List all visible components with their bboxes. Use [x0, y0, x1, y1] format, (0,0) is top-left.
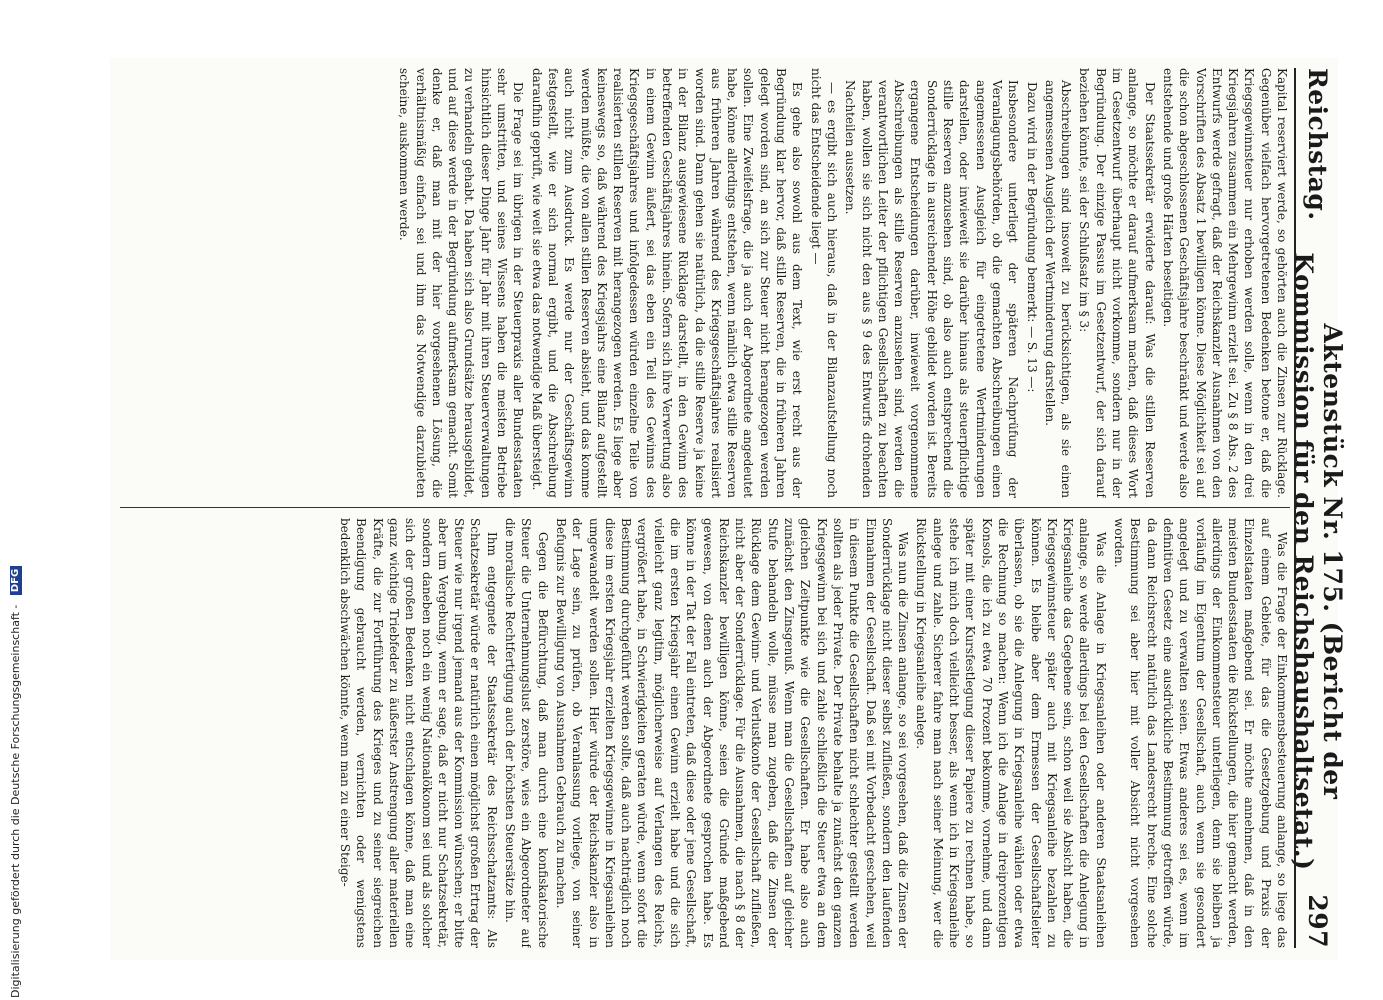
paragraph: Was die Anlage in Kriegsanleihen oder anderen Staatsanleihen anlange, so werde allerdings bei den Gesellschaften die Anlegung in Kriegsanleihe das Gegebene sein, schon weil sie Absicht haben, die Kriegsgewinnsteuer später auch mit Kriegsanleihe bezahlen zu können. Es bleibe aber dem Ermessen der Gesellschaftsleiter überlassen, ob sie die Anlegung in Kriegsanleihe wählen oder etwa die Rechnung so machen: Wenn ich die Anlage in dreiprozentigen Konsols, die ich zu etwa 70 Prozent bekomme, vornehme, und dann später mit einer Kursfestlegung dieser Papiere zu rechnen habe, so stehe ich mich doch vielleicht besser, als wenn ich in Kriegsanleihe anlege und zahle. Sicherer fahre man nach seiner Meinung, wer die Rückstellung in Kriegsanleihe anlege. [914, 518, 1108, 948]
quoted-paragraph: Abschreibungen sind insoweit zu berücksichtigen, als sie einen angemessenen Ausgleich der Wertminderung darstellen. [1042, 80, 1074, 498]
quoted-paragraph: Insbesondere unterliegt der späteren Nachprüfung der Veranlagungsbehörden, ob die gemachten Abschreibungen einen angemessenen Ausgleich für eingetretene Wertminderungen darstellen, oder inwieweit sie darüber hinaus als steuerpflichtige stille Reserven anzusehen sind, ob also auch entsprechend die Sonderrücklage in ausreichender Höhe gebildet worden ist. Bereits ergangene Entscheidungen darüber, inwieweit vorgenommene Abschreibungen als stille Reserven anzusehen sind, werden die verantwortlichen Leiter der pflichtigen Gesellschaften zu beachten haben, wollen sie sich nicht den aus § 9 des Entwurfs drohenden Nachteilen aussetzen. [843, 80, 1021, 498]
scanned-page [110, 58, 1347, 960]
footer-strip [0, 0, 20, 1000]
text-column-right [120, 518, 1290, 948]
header-title: Aktenstück Nr. 175. (Bericht der Kommission für den Reichshaushaltsetat.) [1289, 252, 1347, 871]
paragraph: Es gehe also sowohl aus dem Text, wie erst recht aus der Begründung klar hervor, daß stille Reserven, die in früheren Jahren gelegt worden sind, an sich zur Steuer nicht herangezogen werden sollen. Eine Zweifelsfrage, die ja auch der Abgeordnete angedeutet habe, könne allerdings entstehen, wenn nämlich etwa stille Reserven aus früheren Jahren während des Kriegsgeschäftsjahres realisiert worden sind. Dann gehen sie natürlich, da die stille Reserve ja keine in der Bilanz ausgewiesene Rücklage darstellt, in den Gewinn des betreffenden Geschäftsjahres hinein. Sofern sich ihre Verwertung also in einem Gewinn äußert, sei das eben ein Teil des Gewinns des Kriegsgeschäftsjahres und infolgedessen würden einzelne Teile von realisierten stillen Reserven mit herangezogen werden. Es liege aber keineswegs so, daß während des Kriegsjahrs eine Bilanz aufgestellt werden müßte, die von allen stillen Reserven absieht, und das komme auch nicht zum Ausdruck. Es werde nur der Geschäftsgewinn festgestellt, wie er sich normal ergibt, und die Abschreibung daraufhin geprüft, wie weit sie etwa das notwendige Maß übersteigt. [529, 68, 805, 498]
footer-credit [10, 566, 22, 998]
paragraph: Was die Frage der Einkommensbesteuerung anlange, so liege das auf einem Gebiete, für das die Gesetzgebung und Praxis der Einzelstaaten maßgebend sei. Er möchte annehmen, daß in den meisten Bundesstaaten die Rückstellungen, die hier gemacht werden, allerdings der Einkommensteuer unterliegen, denn sie bleiben ja vorläufig im Eigentum der Gesellschaft, auch wenn sie gesondert angelegt und zu verwalten seien. Etwas anderes sei es, wenn im definitiven Gesetz eine ausdrückliche Bestimmung getroffen würde, da dann Reichsrecht natürlich das Landesrecht breche. Eine solche Bestimmung sei aber hier mit voller Absicht nicht vorgesehen worden. [1112, 518, 1289, 948]
paragraph: Dazu wird in der Begründung bemerkt: — S. 13 —: [1024, 82, 1039, 393]
paragraph: Die Frage sei im übrigen in der Steuerpraxis aller Bundesstaaten sehr umstritten, und seines Wissens haben die meisten Betriebe hinsichtlich dieser Dinge Jahr für Jahr mit ihren Steuerverwaltungen zu verhandeln gehabt. Da haben sich also Grundsätze herausgebildet, und auf diese werde in der Begründung aufmerksam gemacht. Somit denke er, daß man mit der hier vorgesehenen Lösung, die verhältnismäßig einfach sei und ihm das Notwendige darzubieten scheine, auskommen werde. [397, 68, 526, 498]
paragraph: Gegen die Befürchtung, daß man durch eine konfiskatorische Steuer die Unternehmungslust zerstöre, wies ein Abgeordneter auf die moralische Rechtfertigung auch der höchsten Steuersätze hin. [503, 518, 550, 948]
paragraph: Ihm entgegnete der Staatssekretär des Reichsschatzamts: Als Schatzsekretär würde er natürlich einen möglichst großen Ertrag der Steuer wie nur irgend jemand aus der Kommission wünschen; er bitte aber um Vergebung, wenn er sage, daß er nicht nur Schatzsekretär, sondern daneben noch ein wenig Nationalökonom sei und als solcher sich der großen Bedenken nicht entschlagen könne, daß man eine ganz wichtige Triebfeder zu äußerster Anstrengung aller materiellen Kräfte, die zur Fortführung des Krieges und zu seiner siegreichen Beendigung gebraucht werden, vernichten oder wenigstens bedenklich abschwächen könnte, wenn man zu einer Steige- [338, 518, 499, 948]
paragraph: Was nun die Zinsen anlange, so sei vorgesehen, daß die Zinsen der Sonderrücklage nicht dieser selbst zufließen, sondern den laufenden Einnahmen der Gesellschaft. Daß sei mit Vorbedacht geschehen, weil in diesem Punkte die Gesellschaften nicht schlechter gestellt werden sollten als jeder Private. Der Private behalte ja zunächst den ganzen Kriegsgewinn bei sich und zahle schließlich die Steuer etwa an dem gleichen Zeitpunkte wie die Gesellschaften. Er habe also auch zunächst den Zinsgenuß. Wenn man die Gesellschaften auf gleicher Stufe behandeln wolle, müsse man zugeben, daß die Zinsen der Rücklage dem Gewinn- und Verlustkonto der Gesellschaft zufließen, nicht aber der Sonderrücklage. Für die Ausnahmen, die nach § 8 der Reichskanzler bewilligen könne, seien die Gründe maßgebend gewesen, von denen auch der Abgeordnete gesprochen habe. Es könne in der Tat der Fall eintreten, daß diese oder jene Gesellschaft, die im ersten Kriegsjahr einen Gewinn erzielt habe und die sich vielleicht ganz legitim, möglicherweise auf Verlangen des Reichs, vergrößert habe, in Schwierigkeiten geraten würde, wenn sofort die Bestimmung durchgeführt werden sollte, daß auch nachträglich noch diese im ersten Kriegsjahr erzielten Kriegsgewinne in Kriegsanleihen umgewandelt werden sollen. Hier würde der Reichskanzler also in der Lage sein, zu prüfen, ob Veranlassung vorliege, von seiner Befugnis zur Bewilligung von Ausnahmen Gebrauch zu machen. [553, 518, 911, 948]
column-divider [120, 507, 1290, 508]
dfg-logo: DFG [10, 566, 22, 595]
text-column-left [120, 68, 1290, 498]
page-number: 297 [1303, 894, 1333, 948]
page-header [1289, 68, 1347, 948]
paragraph: — es ergibt sich auch hieraus, daß in der Bilanzaufstellung noch nicht das Entscheidende liegt — [808, 68, 839, 498]
header-left: Reichstag. [1303, 68, 1333, 221]
paragraph: Kapital reserviert werde, so gehörten auch die Zinsen zur Rücklage. Gegenüber vielfach hervorgetretenen Bedenken betone er, daß die Kriegsgewinnsteuer nur erhoben werden solle, wenn in den drei Kriegsjahren zusammen ein Mehrgewinn erzielt sei. Zu § 8 Abs. 2 des Entwurfs werde gefragt, daß der Reichskanzler Ausnahmen von den Vorschriften des Absatz 1 bewilligen könne. Diese Möglichkeit sei auf die schon abgeschlossenen Geschäftsjahre beschränkt und werde also entstehende und große Härten beseitigen. [1160, 68, 1289, 498]
header-rule [1294, 68, 1296, 948]
paragraph: Der Staatssekretär erwiderte darauf: Was die stillen Reserven anlange, so möchte er darauf aufmerksam machen, daß dieses Wort im Gesetzentwurf überhaupt nicht vorkomme, sondern nur in der Begründung. Der einzige Passus im Gesetzentwurf, der sich darauf beziehen könnte, sei der Schlußsatz im § 3: [1077, 68, 1157, 498]
footer-credit-text: Digitalisierung gefördert durch die Deutsche Forschungsgemeinschaft - [9, 604, 22, 998]
